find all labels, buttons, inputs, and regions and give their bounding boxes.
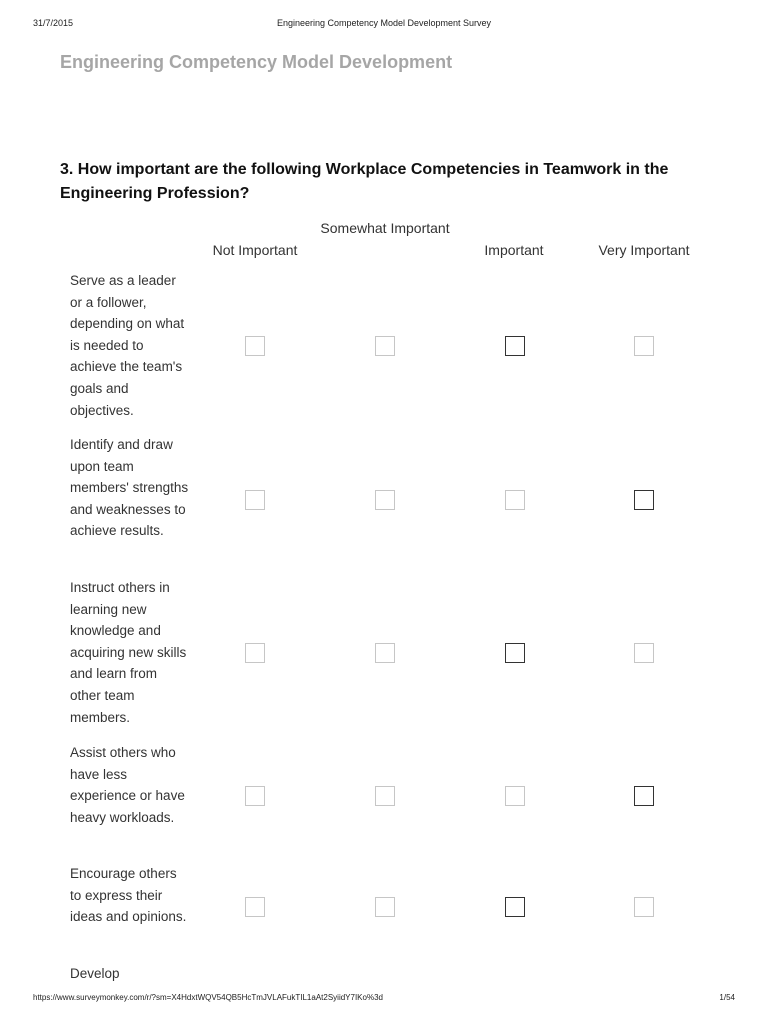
checkbox-row3-very-important[interactable] <box>634 643 654 663</box>
checkbox-row5-not-important[interactable] <box>245 897 265 917</box>
print-footer <box>0 993 768 1007</box>
column-header-somewhat-important: Somewhat Important <box>320 220 450 236</box>
checkbox-row2-somewhat-important[interactable] <box>375 490 395 510</box>
column-header-not-important: Not Important <box>212 242 298 258</box>
print-title: Engineering Competency Model Development Survey <box>276 18 492 28</box>
checkbox-row3-somewhat-important[interactable] <box>375 643 395 663</box>
column-header-very-important: Very Important <box>598 242 690 258</box>
checkbox-row3-not-important[interactable] <box>245 643 265 663</box>
checkbox-row5-important[interactable] <box>505 897 525 917</box>
row-label-1: Serve as a leader or a follower, depending on what is needed to achieve the team's goals and objectives. <box>70 273 185 418</box>
checkbox-row3-important[interactable] <box>505 643 525 663</box>
checkbox-row2-very-important[interactable] <box>634 490 654 510</box>
checkbox-row1-not-important[interactable] <box>245 336 265 356</box>
checkbox-row4-somewhat-important[interactable] <box>375 786 395 806</box>
column-header-important: Important <box>484 242 544 258</box>
checkbox-row2-not-important[interactable] <box>245 490 265 510</box>
print-header <box>0 18 768 32</box>
checkbox-row4-not-important[interactable] <box>245 786 265 806</box>
checkbox-row5-very-important[interactable] <box>634 897 654 917</box>
checkbox-row1-very-important[interactable] <box>634 336 654 356</box>
survey-title: Engineering Competency Model Development <box>60 52 453 72</box>
row-label-4: Assist others who have less experience or have heavy workloads. <box>70 745 185 825</box>
print-date: 31/7/2015 <box>33 18 74 28</box>
checkbox-row5-somewhat-important[interactable] <box>375 897 395 917</box>
print-url: https://www.surveymonkey.com/r/?sm=X4HdxtWQV54QB5HcTmJVLAFukTIL1aAt2SyiidY7IKo%3d <box>33 993 383 1002</box>
question-text: 3. How important are the following Workplace Competencies in Teamwork in the Engineering Profession? <box>60 161 669 202</box>
row-label-3: Instruct others in learning new knowledge and acquiring new skills and learn from other team members. <box>70 580 187 725</box>
row-label-5: Encourage others to express their ideas and opinions. <box>70 866 187 925</box>
checkbox-row2-important[interactable] <box>505 490 525 510</box>
checkbox-row4-important[interactable] <box>505 786 525 806</box>
row-label-2: Identify and draw upon team members' strengths and weaknesses to achieve results. <box>70 437 189 539</box>
checkbox-row1-somewhat-important[interactable] <box>375 336 395 356</box>
checkbox-row4-very-important[interactable] <box>634 786 654 806</box>
page-number: 1/54 <box>719 993 735 1002</box>
checkbox-row1-important[interactable] <box>505 336 525 356</box>
row-label-6: Develop <box>70 966 120 981</box>
